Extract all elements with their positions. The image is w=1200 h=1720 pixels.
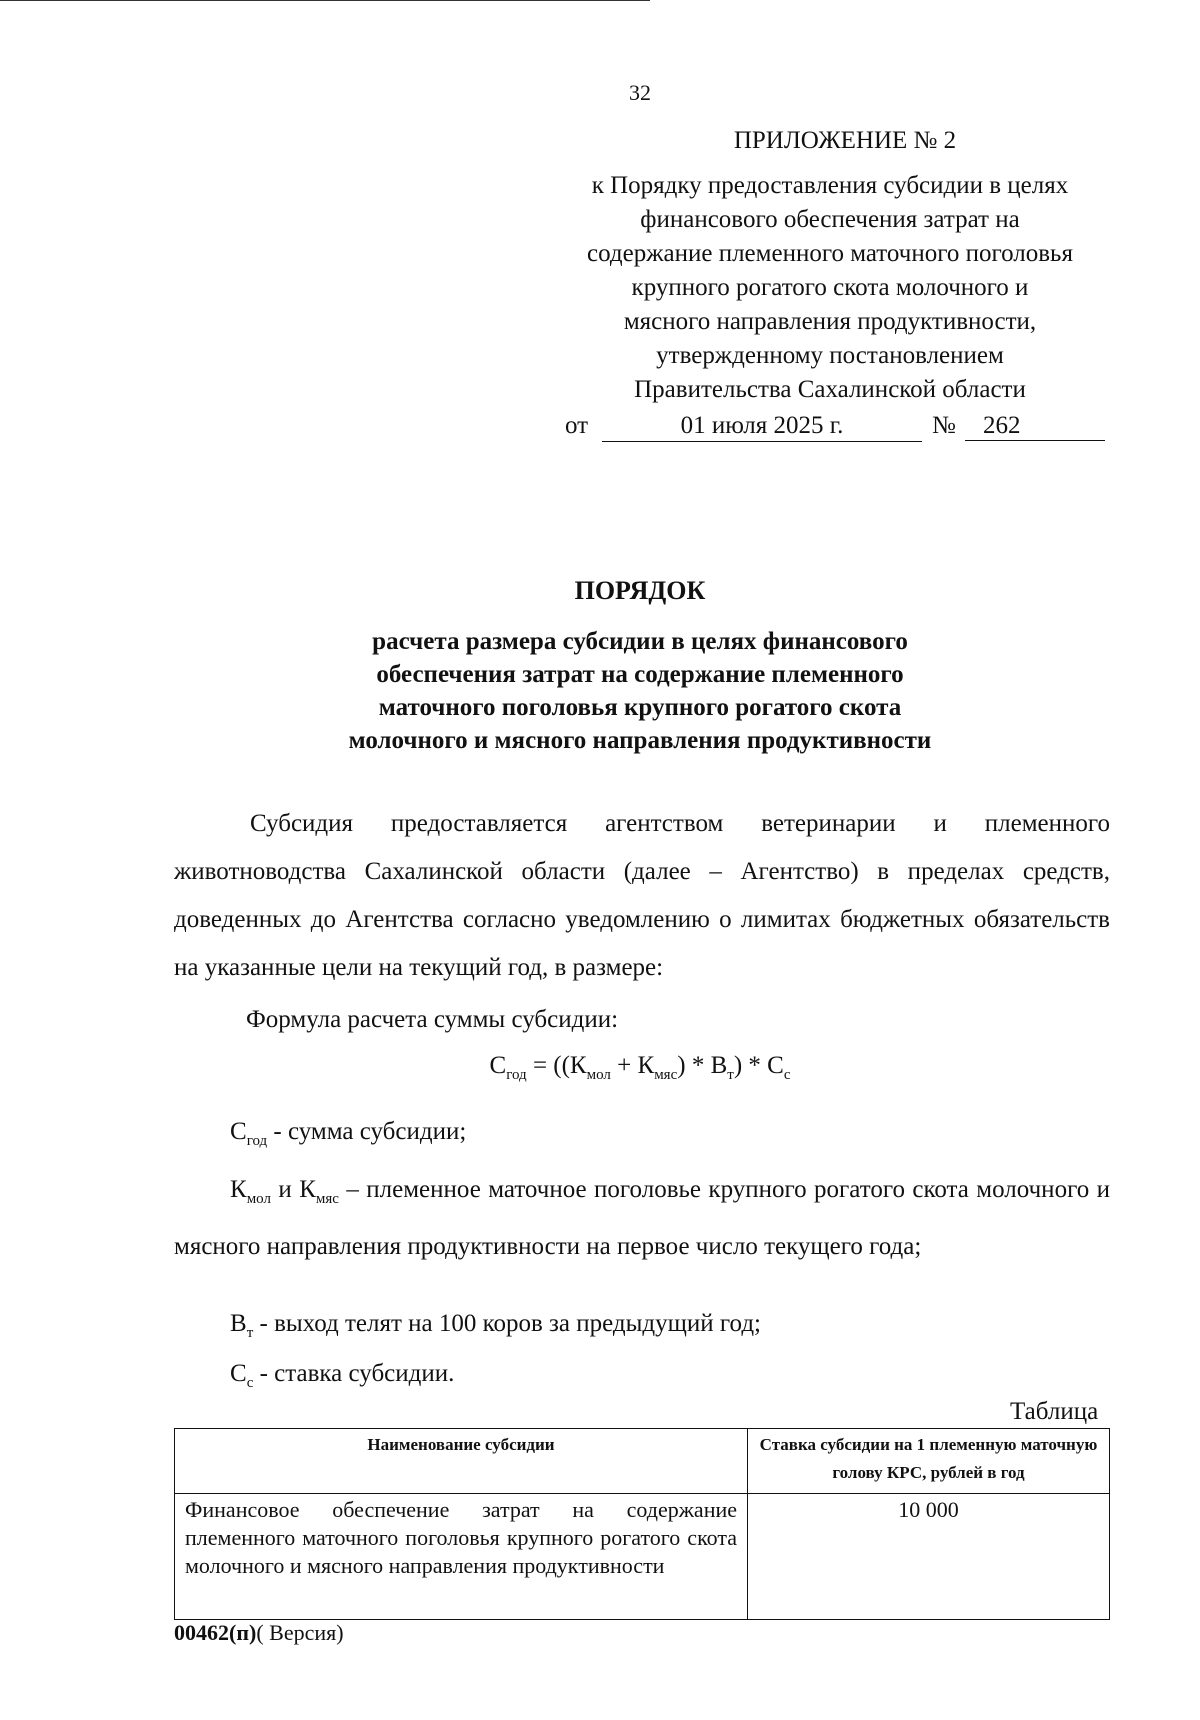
formula-label: Формула расчета суммы субсидии: [246,1006,619,1033]
subtitle-line: расчета размера субсидии в целях финансового [372,628,908,655]
document-code: 00462(п) [174,1620,257,1645]
definition-livestock: $К_{мол}$ и $К_{мяс}$ – племенное маточное поголовье крупного рогатого скота молочного и мясного направления продуктивности на первое число текущего года; [174,1176,1110,1260]
appendix-line: к Порядку предоставления субсидии в целях [591,172,1069,199]
definition-subsidy-sum: $С_{год}$ - сумма субсидии; [230,1118,467,1149]
subsidy-formula: $С_{год} = ((К_{мол} + К_{мяс}) * В_т) * С_с$ [489,1052,791,1083]
document-subtitle [300,625,980,757]
paragraph-subsidy-provision [174,800,1110,992]
scan-edge-line [0,0,650,1]
document-title: ПОРЯДОК [574,576,706,605]
appendix-header [560,124,1100,445]
from-label: от [565,412,589,439]
page-number: 32 [629,80,651,105]
paragraph-text: Субсидия предоставляется агентством ветеринарии и племенного животноводства Сахалинской области (далее – Агентство) в пределах средств, доведенных до Агентства согласно уведомлению о лимитах бюджетных обязательств на указанные цели на текущий год, в размере: [174,810,1110,981]
table-row [175,1494,1110,1620]
appendix-line: финансового обеспечения затрат на [640,206,1020,233]
appendix-line: утвержденному постановлением [656,342,1004,369]
definition-subsidy-rate: $С_с$ - ставка субсидии. [230,1360,455,1391]
document-version: ( Версия) [256,1620,344,1645]
table-header-row [175,1429,1110,1494]
appendix-line: крупного рогатого скота молочного и [631,274,1029,301]
subtitle-line: маточного поголовья крупного рогатого скота [378,694,902,721]
appendix-reference [560,169,1100,407]
resolution-date-row [560,409,1100,445]
resolution-date: 01 июля 2025 г. [602,409,922,442]
subtitle-line: обеспечения затрат на содержание племенного [376,661,904,688]
appendix-line: мясного направления продуктивности, [623,308,1037,335]
column-header-subsidy-name: Наименование субсидии [175,1429,748,1494]
cell-subsidy-rate: 10 000 [748,1494,1110,1620]
appendix-title: ПРИЛОЖЕНИЕ № 2 [733,127,957,154]
definition-calf-yield: $В_т$ - выход телят на 100 коров за предыдущий год; [230,1310,761,1341]
number-label: № [932,412,956,439]
cell-subsidy-name: Финансовое обеспечение затрат на содержание племенного маточного поголовья крупного рогатого скота молочного и мясного направления продуктивности [175,1494,748,1620]
column-header-subsidy-rate: Ставка субсидии на 1 племенную маточную голову КРС, рублей в год [748,1429,1110,1494]
table-caption: Таблица [1010,1398,1099,1425]
appendix-line: Правительства Сахалинской области [634,376,1026,403]
subtitle-line: молочного и мясного направления продуктивности [348,727,932,754]
subsidy-rate-table [174,1428,1110,1620]
document-footer [174,1620,344,1646]
resolution-number: 262 [965,409,1105,441]
appendix-line: содержание племенного маточного поголовья [587,240,1073,267]
